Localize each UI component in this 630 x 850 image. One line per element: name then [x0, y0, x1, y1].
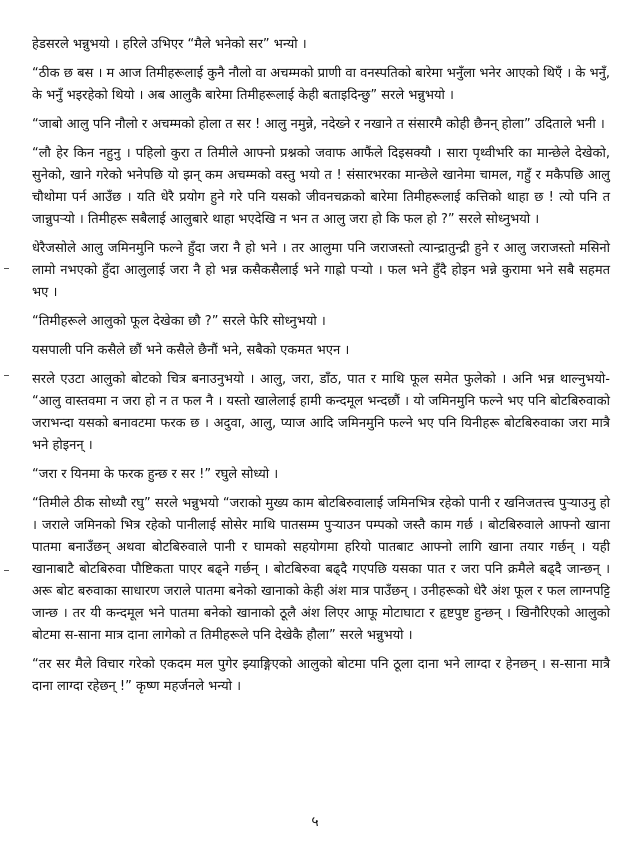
paragraph: “तिमीले ठीक सोध्यौ रघु” सरले भन्नुभयो “जराको मुख्य काम बोटबिरुवालाई जमिनभित्र रहेको पानी र खनिजतत्त्व पुऱ्याउनु हो । जराले जमिनको भित्र रहेको पानीलाई सोसेर माथि पातसम्म पुऱ्याउन पम्पको जस्तै काम गर्छ । बोटबिरुवाले आफ्नो खाना पातमा बनाउँछन् अथवा बोटबिरुवाले पानी र घामको सहयोगमा हरियो पातबाट आफ्नो लागि खाना तयार गर्छन् । यही खानाबाटै बोटबिरुवा पौष्टिकता पाएर बढ्ने गर्छन् । बोटबिरुवा बढ्दै गएपछि यसका पात र जरा पनि क्रमैले बढ्दै जान्छन् । अरू बोट बरुवाका साधारण जराले पातमा बनेको खानाको केही अंश मात्र पाउँछन् । उनीहरूको धेरै अंश फूल र फल लाग्नपट्टि जान्छ । तर यी कन्दमूल भने पातमा बनेको खानाको ठूलै अंश लिएर आफू मोटाघाटा र हृष्टपुष्ट हुन्छन् । खिनौरिएको आलुको बोटमा स-साना मात्र दाना लागेको त तिमीहरूले पनि देखेकै हौला” सरले भन्नुभयो ।	[32, 496, 610, 643]
paragraph: यसपाली पनि कसैले छौं भने कसैले छैनौं भने, सबैको एकमत भएन ।	[32, 343, 350, 358]
paragraph: धेरैजसोले आलु जमिनमुनि फल्ने हुँदा जरा नै हो भने । तर आलुमा पनि जराजस्तो त्यान्द्रातुन्द्री हुने र आलु जराजस्तो मसिनो लामो नभएको हुँदा आलुलाई जरा नै हो भन्न कसैकसैलाई भने गाह्रो पर्‍यो । फल भने हुँदै होइन भन्ने कुरामा भने सबै सहमत भए ।	[32, 241, 610, 300]
body-text	[32, 34, 610, 705]
paragraph: हेडसरले भन्नुभयो । हरिले उभिएर “मैले भनेको सर” भन्यो ।	[32, 37, 307, 52]
paragraph: “लौ हेर किन नहुनु । पहिलो कुरा त तिमीले आफ्नो प्रश्नको जवाफ आफैंले दिइसक्यौ । सारा पृथ्वीभरि का मान्छेले देखेको, सुनेको, खाने गरेको भनेपछि यो झन् कम अचम्मको वस्तु भयो त ! संसारभरका मान्छेले खानेमा चामल, गहुँ र मकैपछि आलु चौथोमा पर्न आउँछ । यति धेरै प्रयोग हुने गरे पनि यसको जीवनचक्रको बारेमा तिमीहरूलाई कत्तिको थाहा छ ! त्यो पनि त जान्नुपर्‍यो । तिमीहरू सबैलाई आलुबारे थाहा भएदेखि न भन त आलु जरा हो कि फल हो ?” सरले सोध्नुभयो ।	[32, 146, 610, 227]
paragraph: “तर सर मैले विचार गरेको एकदम मल पुगेर झ्याङ्गिएको आलुको बोटमा पनि ठूला दाना भने लाग्दा र हेनछन् । स-साना मात्रै दाना लाग्दा रहेछन् !” कृष्ण महर्जनले भन्यो ।	[32, 657, 610, 694]
margin-mark	[4, 375, 9, 376]
page-number: ५	[311, 814, 319, 830]
paragraph: सरले एउटा आलुको बोटको चित्र बनाउनुभयो । आलु, जरा, डाँठ, पात र माथि फूल समेत फुलेको । अनि भन्न थाल्नुभयो- “आलु वास्तवमा न जरा हो न त फल नै । यस्तो खालेलाई हामी कन्दमूल भन्दछौं । यो जमिनमुनि फल्ने भए पनि बोटबिरुवाको जराभन्दा यसको बनावटमा फरक छ । अदुवा, आलु, प्याज आदि जमिनमुनि फल्ने भए पनि यिनीहरू बोटबिरुवाका जरा मात्रै भने होइनन् ।	[32, 372, 610, 453]
paragraph: “जरा र यिनमा के फरक हुन्छ र सर !” रघुले सोध्यो ।	[32, 467, 279, 482]
paragraph: “तिमीहरूले आलुको फूल देखेका छौ ?” सरले फेरि सोध्नुभयो ।	[32, 314, 326, 329]
paragraph: “ठीक छ बस । म आज तिमीहरूलाई कुनै नौलो वा अचम्मको प्राणी वा वनस्पतिको बारेमा भनुँला भनेर आएको थिएँ । के भनुँ, के भनुँ भइरहेको थियो । अब आलुकै बारेमा तिमीहरूलाई केही बताइदिन्छु” सरले भन्नुभयो ।	[32, 66, 610, 103]
margin-mark	[4, 570, 9, 571]
paragraph: “जाबो आलु पनि नौलो र अचम्मको होला त सर ! आलु नमुन्ने, नदेख्ने र नखाने त संसारमै कोही छैनन् होला” उदिताले भनी ।	[32, 117, 605, 132]
margin-mark	[4, 268, 9, 269]
